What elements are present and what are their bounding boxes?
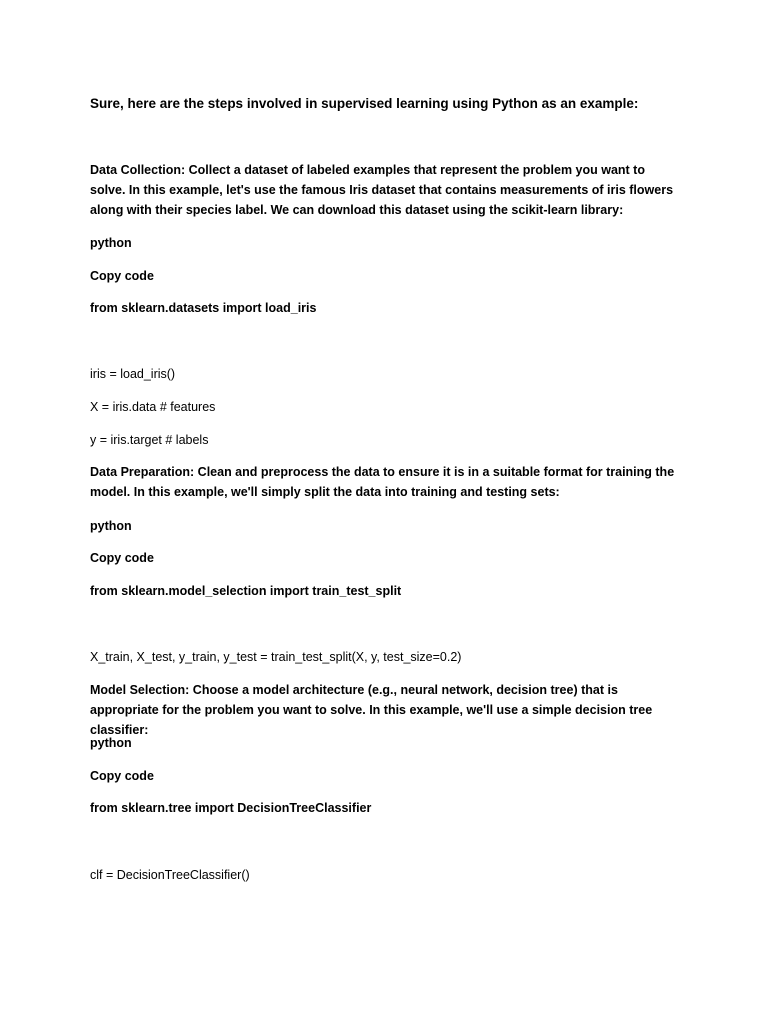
step-data-preparation-code-split: X_train, X_test, y_train, y_test = train_test_split(X, y, test_size=0.2) [90,650,462,664]
step-data-collection-code-import: from sklearn.datasets import load_iris [90,301,317,315]
step-data-collection-code-load: iris = load_iris() [90,367,176,381]
step-model-selection-code-import: from sklearn.tree import DecisionTreeClassifier [90,801,372,815]
step-data-collection-text: Data Collection: Collect a dataset of labeled examples that represent the problem you want to solve. In this example, let's use the famous Iris dataset that contains measurements of iris flowers along with their species label. We can download this dataset using the scikit-learn library: [90,163,674,217]
step-data-collection-code-features: X = iris.data # features [90,400,216,414]
step-model-selection-code-clf: clf = DecisionTreeClassifier() [90,868,250,882]
step-data-preparation-copy-code: Copy code [90,551,154,565]
step-data-collection-code-labels: y = iris.target # labels [90,433,209,447]
step-data-preparation-lang: python [90,519,132,533]
step-data-collection-copy-code: Copy code [90,269,154,283]
step-model-selection-copy-code: Copy code [90,769,154,783]
step-data-preparation-code-import: from sklearn.model_selection import train_test_split [90,584,402,598]
step-data-collection-lang: python [90,236,132,250]
step-data-preparation-text: Data Preparation: Clean and preprocess the data to ensure it is in a suitable format for training the model. In this example, we'll simply split the data into training and testing sets: [90,465,675,499]
step-model-selection-lang: python [90,736,132,750]
step-model-selection-text: Model Selection: Choose a model architecture (e.g., neural network, decision tree) that is appropriate for the problem you want to solve. In this example, we'll use a simple decision tree classifier: [90,683,653,737]
intro-heading: Sure, here are the steps involved in supervised learning using Python as an example: [90,96,639,111]
